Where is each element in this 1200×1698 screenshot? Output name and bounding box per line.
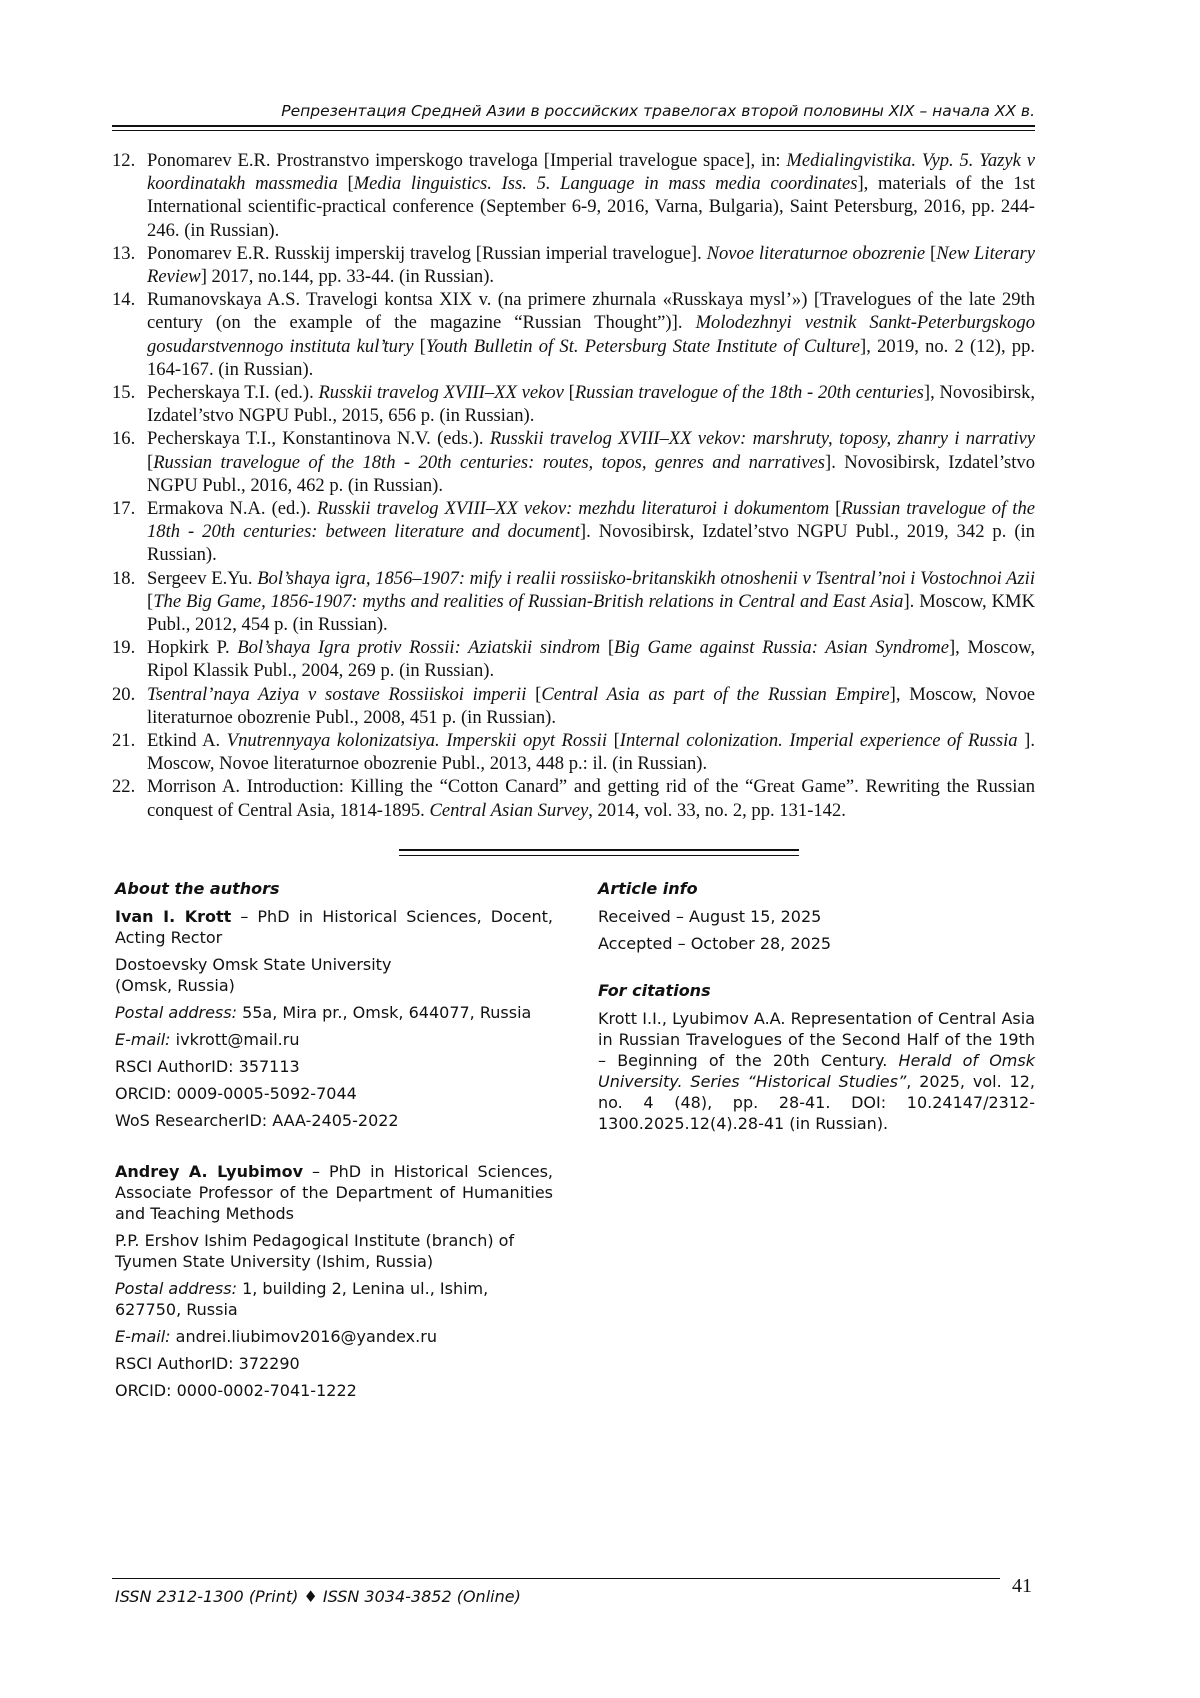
reference-text-part: Etkind A. [147, 730, 227, 752]
reference-text-part: [ [526, 683, 542, 705]
reference-number: 13. [112, 242, 136, 264]
author1-title [115, 906, 553, 948]
reference-text [147, 636, 1035, 682]
reference-text-part: [ [600, 637, 615, 659]
reference-title-italic: Central Asian Survey [429, 799, 589, 821]
author2-postal [115, 1278, 553, 1320]
author2-rsci: RSCI AuthorID: 372290 [115, 1354, 300, 1373]
author2-email-value: andrei.liubimov2016@yandex.ru [170, 1327, 437, 1346]
author1-degree: – PhD in Historical Sciences, Docent, Acting Rector [115, 907, 553, 947]
reference-text-part: Rumanovskaya A.S. Travelogi kontsa XIX v. (na primere zhurnala «Russkaya mysl’») [Travelogues of the late 29th century (on the example of the magazine “Russian Thought”)]. [147, 289, 1035, 334]
reference-list [112, 149, 1035, 822]
author1-email [115, 1029, 553, 1050]
author2-postal-value: 1, building 2, Lenina ul., Ishim, 627750, Russia [115, 1279, 489, 1319]
reference-item [112, 427, 1035, 497]
reference-text [147, 288, 1035, 381]
author1-orcid: ORCID: 0009-0005-5092-7044 [115, 1084, 357, 1103]
reference-title-italic: Big Game against Russia: Asian Syndrome [614, 637, 949, 659]
reference-item [112, 242, 1035, 288]
header-rule [112, 125, 1035, 127]
reference-text [147, 381, 1035, 427]
section-divider [399, 849, 799, 851]
reference-text-part: ]. Novosibirsk, Izdatel’stvo NGPU Publ., 2019, 342 p. (in Russian). [147, 521, 1035, 566]
reference-number: 21. [112, 730, 136, 752]
citations-heading: For citations [598, 981, 711, 1000]
author1-postal-value: 55a, Mira pr., Omsk, 644077, Russia [236, 1003, 532, 1022]
reference-text-part: [ [147, 590, 154, 612]
author2-title [115, 1161, 553, 1224]
reference-item [112, 288, 1035, 381]
reference-number: 14. [112, 289, 136, 311]
reference-title-italic: Internal colonization. Imperial experience of Russia [619, 730, 1018, 752]
reference-text [147, 567, 1035, 637]
reference-text-part: ]. Moscow, Novoe literaturnoe obozrenie Publ., 2013, 448 p.: il. (in Russian). [147, 730, 1035, 775]
reference-number: 16. [112, 428, 136, 450]
reference-text-part: ]. Novosibirsk, Izdatel’stvo NGPU Publ., 2016, 462 p. (in Russian). [147, 451, 1036, 496]
author1-wos: WoS ResearcherID: AAA-2405-2022 [115, 1111, 399, 1130]
about-authors-heading: About the authors [115, 879, 280, 898]
reference-title-italic: Media linguistics. Iss. 5. Language in mass media coordinates [353, 173, 858, 195]
reference-number: 19. [112, 637, 136, 659]
reference-item [112, 567, 1035, 637]
article-info-heading: Article info [598, 879, 698, 898]
author1-rsci: RSCI AuthorID: 357113 [115, 1057, 300, 1076]
reference-text-part: ], Moscow, Ripol Klassik Publ., 2004, 269 p. (in Russian). [147, 637, 1035, 682]
author2-degree: – PhD in Historical Sciences, Associate Professor of the Department of Humanities and Teaching Methods [115, 1162, 554, 1223]
reference-text-part: [ [563, 382, 575, 404]
page-number: 41 [1012, 1575, 1032, 1597]
reference-item [112, 381, 1035, 427]
reference-text [147, 683, 1035, 729]
reference-text-part: Sergeev E.Yu. [147, 567, 258, 589]
reference-text [147, 729, 1035, 775]
running-header: Репрезентация Средней Азии в российских травелогах второй половины XIX – начала XX в. [281, 102, 1035, 120]
header-rule-thin [112, 130, 1035, 131]
citation-journal: Herald of Omsk University. Series “Historical Studies” [598, 1051, 1035, 1091]
reference-number: 20. [112, 683, 136, 705]
reference-number: 12. [112, 150, 136, 171]
reference-title-italic: New Literary Review [147, 242, 1036, 288]
footer-issn: ISSN 2312-1300 (Print) ♦ ISSN 3034-3852 (Online) [115, 1587, 521, 1606]
reference-item [112, 683, 1035, 729]
author2-name: Andrey A. Lyubimov [115, 1162, 304, 1181]
reference-title-italic: Russian travelogue of the 18th - 20th centuries: between literature and document [147, 498, 1035, 543]
section-divider-thin [399, 855, 799, 856]
reference-text-part: [ [413, 335, 426, 357]
author1-postal-label: Postal address: [115, 1003, 237, 1022]
author1-name: Ivan I. Krott [115, 907, 232, 926]
reference-item [112, 636, 1035, 682]
reference-text-part: Ponomarev E.R. Russkij imperskij travelog [Russian imperial travelogue]. [147, 242, 707, 264]
reference-item [112, 497, 1035, 567]
reference-text-part: [ [607, 730, 620, 752]
author2-orcid: ORCID: 0000-0002-7041-1222 [115, 1381, 357, 1400]
reference-title-italic: Central Asia as part of the Russian Empire [541, 683, 890, 705]
reference-text-part: [ [337, 173, 354, 195]
reference-text-part: Morrison A. Introduction: Killing the “Cotton Canard” and getting rid of the “Great Game”. Rewriting the Russian conquest of Central Asia, 1814-1895. [147, 776, 1035, 821]
reference-text-part: Ermakova N.A. (ed.). [147, 498, 317, 520]
about-authors-section [115, 878, 553, 1407]
footer-rule [112, 1578, 1000, 1579]
reference-text [147, 149, 1035, 242]
reference-title-italic: Medialingvistika. Vyp. 5. Yazyk v koordinatakh massmedia [147, 150, 1035, 195]
reference-title-italic: Bol’shaya igra, 1856–1907: mify i realii rossiisko-britanskikh otnoshenii v Tsentral’noi i Vostochnoi Azii [257, 567, 1035, 589]
author1-email-label: E-mail: [115, 1030, 171, 1049]
article-info-section [598, 878, 1035, 1140]
reference-title-italic: Russkii travelog XVIII–XX vekov [318, 382, 564, 404]
reference-title-italic: The Big Game, 1856-1907: myths and realities of Russian-British relations in Central and East Asia [153, 590, 904, 612]
reference-title-italic: Molodezhnyi vestnik Sankt-Peterburgskogo gosudarstvennogo instituta kul’tury [147, 312, 1035, 357]
author1-affiliation-name: Dostoevsky Omsk State University [115, 955, 392, 974]
reference-number: 22. [112, 776, 136, 798]
reference-text-part: Pecherskaya T.I., Konstantinova N.V. (eds.). [147, 428, 490, 450]
reference-text [147, 427, 1035, 497]
author1-email-value: ivkrott@mail.ru [170, 1030, 300, 1049]
reference-text-part: Ponomarev E.R. Prostranstvo imperskogo traveloga [Imperial travelogue space], in: [147, 150, 787, 171]
reference-text-part: ]. Moscow, KMK Publ., 2012, 454 p. (in Russian). [147, 590, 1035, 636]
reference-number: 15. [112, 382, 136, 404]
reference-title-italic: Tsentral’naya Aziya v sostave Rossiiskoi imperii [147, 683, 527, 705]
reference-title-italic: Russian travelogue of the 18th - 20th centuries: routes, topos, genres and narratives [153, 451, 826, 473]
reference-text [147, 242, 1035, 288]
reference-title-italic: Russkii travelog XVIII–XX vekov: mezhdu literaturoi i dokumentom [316, 498, 830, 520]
reference-text [147, 497, 1035, 567]
reference-text-part: [ [829, 498, 842, 520]
author2-email-label: E-mail: [115, 1327, 171, 1346]
reference-text-part: ] 2017, no.144, pp. 33-44. (in Russian). [200, 266, 495, 288]
reference-title-italic: Youth Bulletin of St. Petersburg State Institute of Culture [425, 335, 861, 357]
reference-title-italic: Bol’shaya Igra protiv Rossii: Aziatskii sindrom [237, 637, 601, 659]
reference-text-part: Pecherskaya T.I. (ed.). [147, 382, 319, 404]
reference-title-italic: Novoe literaturnoe obozrenie [706, 242, 926, 264]
reference-text-part: , 2014, vol. 33, no. 2, pp. 131-142. [588, 799, 846, 821]
reference-text-part: ], materials of the 1st International scientific-practical conference (September 6-9, 2016, Varna, Bulgaria), Saint Petersburg, 2016, pp. 244-246. (in Russian). [147, 173, 1036, 241]
citation-text [598, 1008, 1035, 1134]
reference-item [112, 775, 1035, 821]
author1-postal [115, 1002, 553, 1023]
reference-number: 18. [112, 567, 136, 589]
reference-item [112, 729, 1035, 775]
author2-email [115, 1326, 553, 1347]
author2-postal-label: Postal address: [115, 1279, 237, 1298]
reference-text-part: ], Moscow, Novoe literaturnoe obozrenie Publ., 2008, 451 p. (in Russian). [147, 683, 1036, 728]
reference-text-part: [ [147, 451, 154, 473]
citation-details: , 2025, vol. 12, no. 4 (48), pp. 28-41. DOI: 10.24147/2312-1300.2025.12(4).28-41 (in Russian). [598, 1072, 1035, 1133]
author2-affiliation: P.P. Ershov Ishim Pedagogical Institute (branch) of Tyumen State University (Ishim, Russia) [115, 1231, 515, 1271]
reference-text [147, 775, 1035, 821]
reference-title-italic: Russian travelogue of the 18th - 20th centuries [574, 382, 924, 404]
reference-text-part: ], Novosibirsk, Izdatel’stvo NGPU Publ., 2015, 656 p. (in Russian). [147, 382, 1036, 427]
author1-affiliation-location: (Omsk, Russia) [115, 976, 235, 995]
reference-title-italic: Russkii travelog XVIII–XX vekov: marshruty, toposy, zhanry i narrativy [489, 428, 1035, 450]
reference-text-part: [ [925, 242, 937, 264]
citation-authors-title: Krott I.I., Lyubimov A.A. Representation of Central Asia in Russian Travelogues of the Second Half of the 19th – Beginning of the 20th Century. [598, 1009, 1035, 1070]
received-date: Received – August 15, 2025 [598, 907, 822, 926]
reference-title-italic: Vnutrennyaya kolonizatsiya. Imperskii opyt Rossii [226, 730, 608, 752]
reference-number: 17. [112, 498, 136, 520]
accepted-date: Accepted – October 28, 2025 [598, 934, 832, 953]
reference-text-part: Hopkirk P. [147, 637, 238, 659]
author1-affiliation [115, 954, 553, 996]
reference-item [112, 149, 1035, 242]
reference-text-part: ], 2019, no. 2 (12), pp. 164-167. (in Russian). [147, 335, 1036, 380]
